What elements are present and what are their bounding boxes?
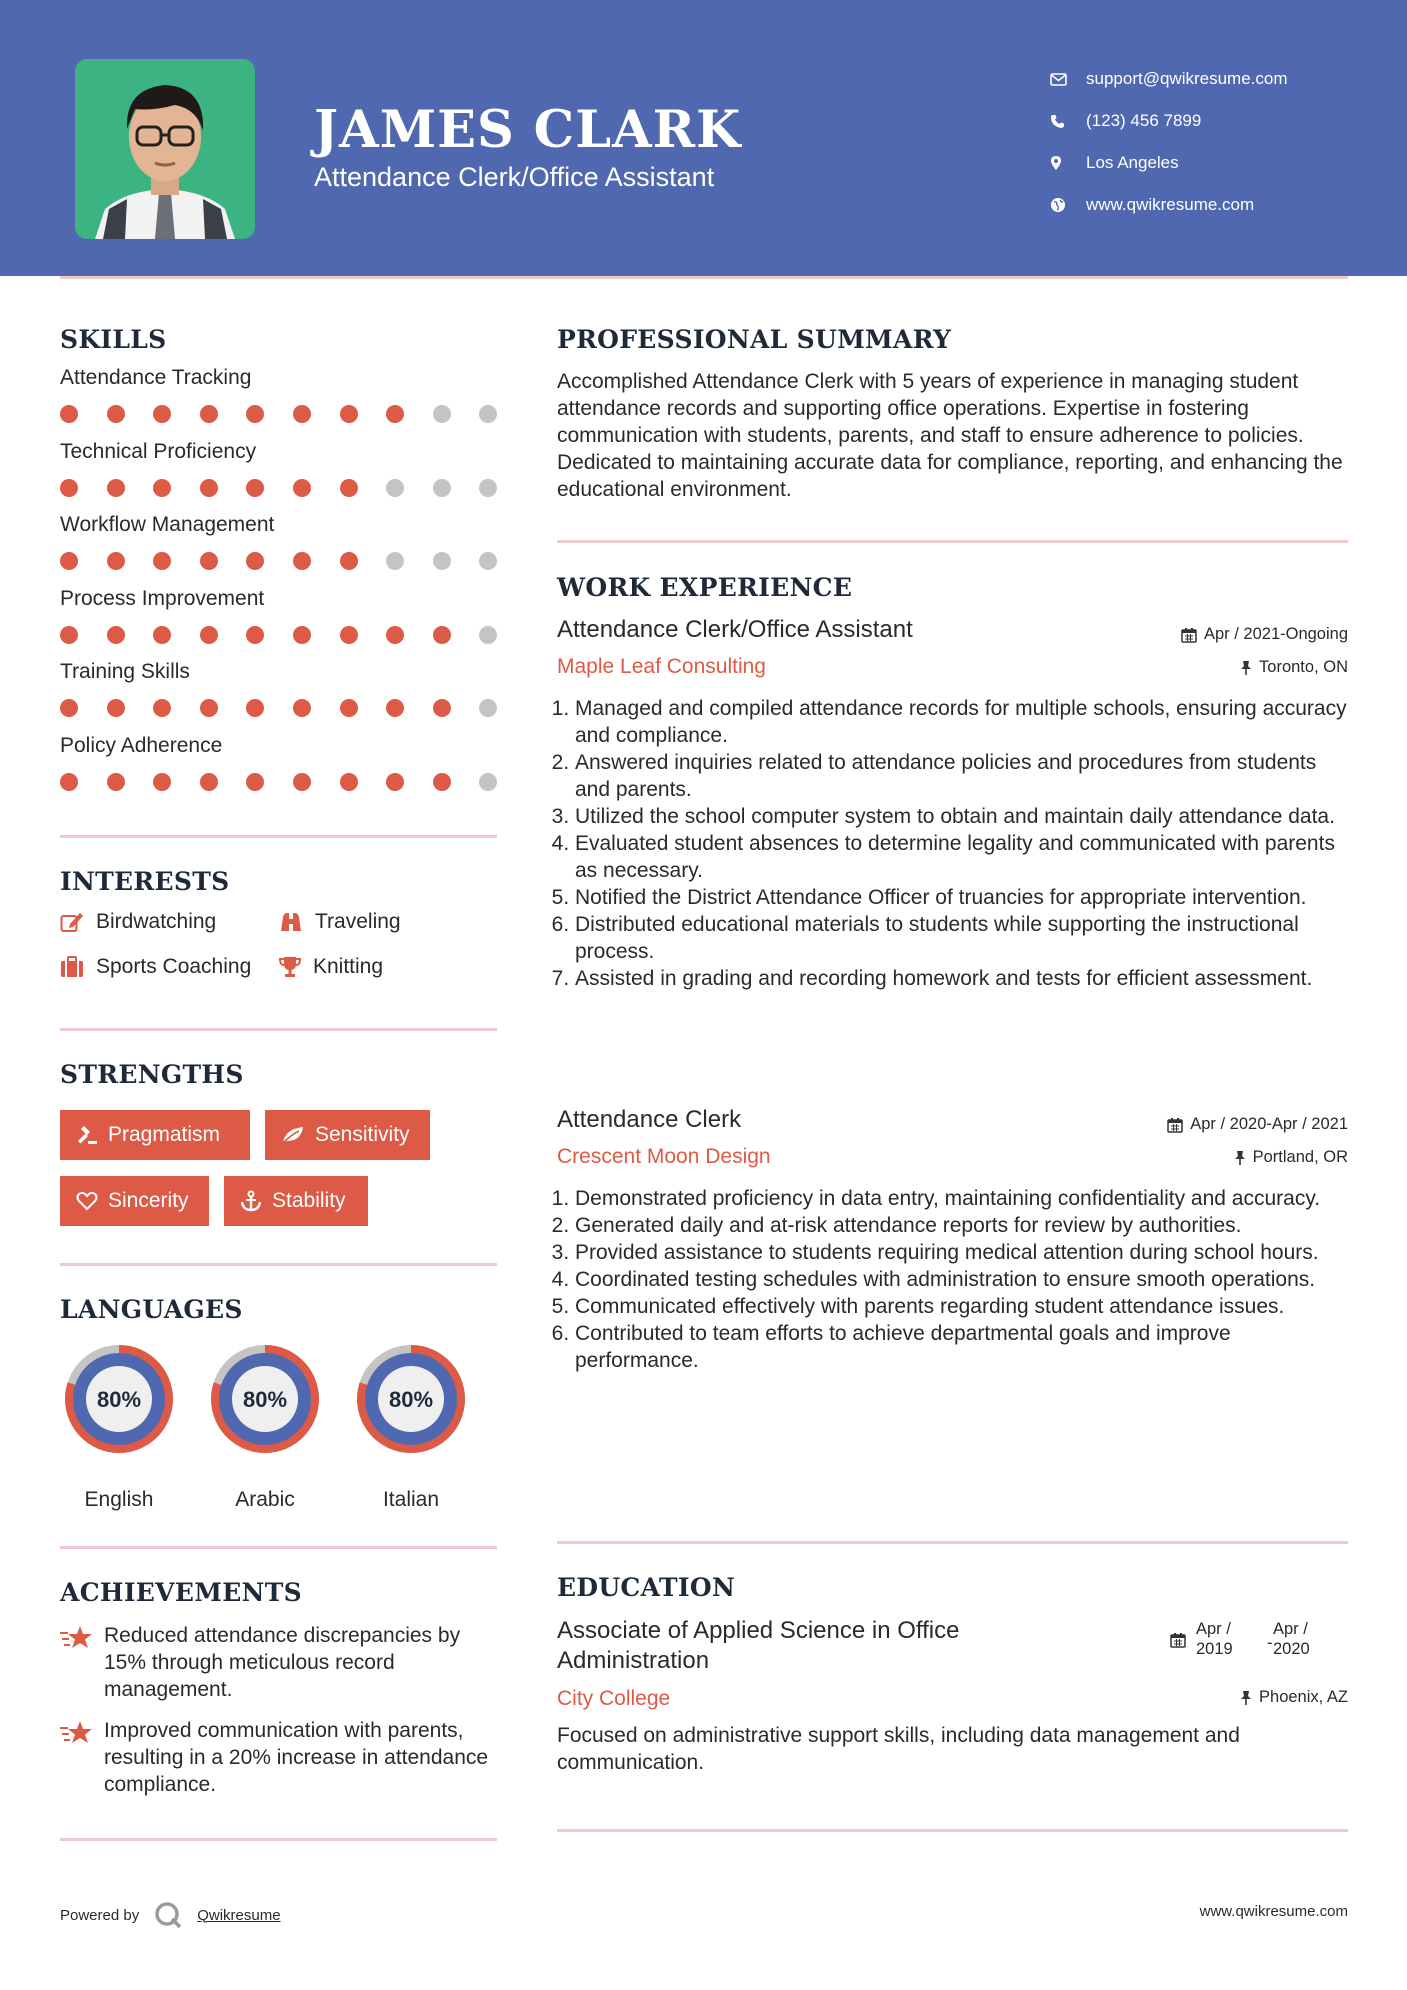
language-label: English xyxy=(84,1488,154,1511)
skill-dot-filled xyxy=(433,773,451,791)
skill-dot-empty xyxy=(479,773,497,791)
skill-dot-filled xyxy=(386,626,404,644)
language-percent: 80% xyxy=(96,1387,142,1412)
job-duties-list xyxy=(557,695,1347,992)
edu-start-month: Apr / xyxy=(1196,1620,1231,1638)
education-divider xyxy=(557,1829,1348,1832)
skill-dot-filled xyxy=(293,552,311,570)
skill-rating xyxy=(60,772,500,792)
strength-badge-sensitivity xyxy=(265,1110,430,1160)
skill-dot-filled xyxy=(107,699,125,717)
skill-dot-empty xyxy=(479,699,497,717)
skill-label: Policy Adherence xyxy=(60,733,223,757)
job-location-text: Toronto, ON xyxy=(1259,658,1348,676)
job-location-text: Portland, OR xyxy=(1252,1148,1348,1166)
pushpin-icon xyxy=(1240,1690,1252,1706)
skill-dot-filled xyxy=(60,552,78,570)
header-divider xyxy=(60,276,1348,279)
language-item xyxy=(58,1338,180,1511)
duty-item: 3. Provided assistance to students requiring medical attention during school hours. xyxy=(575,1239,1347,1266)
skill-dot-filled xyxy=(293,773,311,791)
degree-title-line1: Associate of Applied Science in Office xyxy=(557,1617,960,1644)
language-label: Italian xyxy=(382,1488,440,1511)
skill-dot-filled xyxy=(107,626,125,644)
skill-rating xyxy=(60,625,500,645)
summary-title: PROFESSIONAL SUMMARY xyxy=(557,325,952,354)
powered-by-text: Powered by xyxy=(60,1906,140,1924)
skill-dot-filled xyxy=(200,626,218,644)
contact-info xyxy=(1050,58,1288,226)
footer-powered-by xyxy=(60,1900,281,1930)
resume-header xyxy=(0,0,1407,276)
candidate-name: JAMES CLARK xyxy=(314,100,742,160)
job-location xyxy=(1240,658,1348,677)
briefcase-icon xyxy=(60,956,84,978)
brand-link[interactable]: Qwikresume xyxy=(197,1906,281,1924)
location-text: Los Angeles xyxy=(1086,153,1179,172)
skill-dot-filled xyxy=(293,699,311,717)
skill-label: Process Improvement xyxy=(60,586,265,610)
contact-location xyxy=(1050,142,1288,184)
interest-sports-coaching xyxy=(60,955,251,979)
skill-dot-filled xyxy=(386,773,404,791)
map-pin-icon xyxy=(1050,155,1086,171)
company-name: Crescent Moon Design xyxy=(557,1145,771,1168)
language-percent: 80% xyxy=(388,1387,434,1412)
skill-dot-filled xyxy=(433,699,451,717)
pencil-square-icon xyxy=(60,911,84,933)
skill-dot-filled xyxy=(246,773,264,791)
skill-dot-empty xyxy=(386,552,404,570)
skill-dot-filled xyxy=(107,552,125,570)
interests-divider xyxy=(60,1028,497,1031)
skill-dot-filled xyxy=(60,773,78,791)
experience-title: WORK EXPERIENCE xyxy=(557,573,853,602)
duty-item: 2. Answered inquiries related to attendance policies and procedures from students and parents. xyxy=(575,749,1347,803)
profile-photo xyxy=(75,59,255,239)
edu-end-year: 2020 xyxy=(1273,1640,1310,1658)
strength-label: Sincerity xyxy=(108,1189,189,1212)
skill-dot-filled xyxy=(386,699,404,717)
summary-divider xyxy=(557,540,1348,543)
edu-start-year: 2019 xyxy=(1196,1640,1233,1658)
skill-dot-filled xyxy=(200,699,218,717)
duty-item: 1. Managed and compiled attendance records for multiple schools, ensuring accuracy and compliance. xyxy=(575,695,1347,749)
skill-dot-filled xyxy=(200,405,218,423)
school-name: City College xyxy=(557,1687,671,1710)
calendar-icon xyxy=(1181,627,1197,643)
heart-icon xyxy=(76,1191,98,1211)
skill-dot-filled xyxy=(200,479,218,497)
skill-dot-filled xyxy=(153,479,171,497)
degree-title-line2: Administration xyxy=(557,1647,710,1674)
phone-text[interactable]: (123) 456 7899 xyxy=(1086,111,1202,130)
contact-email[interactable] xyxy=(1050,58,1288,100)
pushpin-icon xyxy=(1240,660,1252,676)
duty-item: 6. Contributed to team efforts to achieve departmental goals and improve performance. xyxy=(575,1320,1347,1374)
education-dates xyxy=(1170,1620,1330,1660)
job-dates xyxy=(1167,1115,1348,1134)
skill-dot-filled xyxy=(340,773,358,791)
job-title: Attendance Clerk/Office Assistant xyxy=(557,616,913,643)
skill-dot-empty xyxy=(479,552,497,570)
calendar-icon xyxy=(1167,1117,1183,1133)
skill-rating xyxy=(60,551,500,571)
skill-dot-filled xyxy=(200,552,218,570)
skill-dot-filled xyxy=(340,552,358,570)
skill-dot-empty xyxy=(479,405,497,423)
footer-website[interactable]: www.qwikresume.com xyxy=(1199,1903,1348,1920)
strength-badge-sincerity xyxy=(60,1176,209,1226)
language-percent: 80% xyxy=(242,1387,288,1412)
skill-label: Attendance Tracking xyxy=(60,366,252,389)
duty-item: 5. Notified the District Attendance Officer of truancies for appropriate intervention. xyxy=(575,884,1347,911)
achievement-item xyxy=(60,1622,500,1703)
achievements-title: ACHIEVEMENTS xyxy=(60,1578,302,1607)
edu-end-month: Apr / xyxy=(1273,1620,1308,1638)
job-dates xyxy=(1181,625,1348,644)
gavel-icon xyxy=(76,1124,98,1146)
job-dates-text: Apr / 2021-Ongoing xyxy=(1203,625,1348,643)
skill-dot-empty xyxy=(433,552,451,570)
skills-title: SKILLS xyxy=(60,325,167,354)
edu-date-separator: - xyxy=(1267,1634,1273,1652)
skill-dot-filled xyxy=(107,405,125,423)
skill-dot-filled xyxy=(246,626,264,644)
leaf-icon xyxy=(281,1125,305,1145)
skill-dot-filled xyxy=(200,773,218,791)
skill-dot-filled xyxy=(153,699,171,717)
skill-rating xyxy=(60,478,500,498)
skill-dot-filled xyxy=(293,405,311,423)
interest-label: Knitting xyxy=(313,955,384,978)
strength-badge-pragmatism xyxy=(60,1110,250,1160)
job-location xyxy=(1234,1148,1348,1167)
skill-dot-filled xyxy=(107,479,125,497)
skill-dot-filled xyxy=(153,626,171,644)
envelope-icon xyxy=(1050,73,1086,86)
skill-dot-filled xyxy=(60,405,78,423)
duty-item: 2. Generated daily and at-risk attendance reports for review by authorities. xyxy=(575,1212,1347,1239)
languages-title: LANGUAGES xyxy=(60,1295,243,1324)
skill-dot-empty xyxy=(479,626,497,644)
interest-label: Birdwatching xyxy=(96,910,217,933)
website-text[interactable]: www.qwikresume.com xyxy=(1086,195,1255,214)
education-description: Focused on administrative support skills, including data management and communication. xyxy=(557,1724,1240,1774)
avatar-illustration xyxy=(75,59,255,239)
skill-dot-filled xyxy=(153,773,171,791)
strength-label: Sensitivity xyxy=(315,1123,410,1146)
calendar-icon xyxy=(1170,1632,1186,1648)
skill-dot-filled xyxy=(246,405,264,423)
achievement-item xyxy=(60,1717,500,1798)
duty-item: 4. Coordinated testing schedules with administration to ensure smooth operations. xyxy=(575,1266,1347,1293)
language-progress-ring xyxy=(350,1338,472,1460)
experience-divider xyxy=(557,1541,1348,1544)
interests-title: INTERESTS xyxy=(60,867,230,896)
qwikresume-logo-icon xyxy=(153,1900,183,1930)
email-text[interactable]: support@qwikresume.com xyxy=(1086,69,1288,88)
contact-website[interactable] xyxy=(1050,184,1288,226)
skill-label: Technical Proficiency xyxy=(60,439,257,463)
phone-icon xyxy=(1050,114,1086,129)
skill-dot-filled xyxy=(386,405,404,423)
language-label: Arabic xyxy=(235,1488,295,1511)
strength-badge-stability xyxy=(224,1176,368,1226)
skill-dot-filled xyxy=(153,552,171,570)
duty-item: 1. Demonstrated proficiency in data entry, maintaining confidentiality and accuracy. xyxy=(575,1185,1347,1212)
interest-label: Sports Coaching xyxy=(96,955,252,978)
duty-item: 4. Evaluated student absences to determine legality and communicated with parents as necessary. xyxy=(575,830,1347,884)
skill-dot-empty xyxy=(433,405,451,423)
interest-knitting xyxy=(279,955,383,979)
skill-dot-filled xyxy=(293,479,311,497)
duty-item: 3. Utilized the school computer system to obtain and maintain daily attendance data. xyxy=(575,803,1347,830)
candidate-role: Attendance Clerk/Office Assistant xyxy=(314,162,715,192)
languages-divider xyxy=(60,1546,497,1549)
skill-dot-filled xyxy=(340,626,358,644)
skill-dot-empty xyxy=(386,479,404,497)
language-item xyxy=(204,1338,326,1511)
trophy-icon xyxy=(279,956,301,978)
strengths-divider xyxy=(60,1263,497,1266)
education-title: EDUCATION xyxy=(557,1573,736,1602)
summary-text: Accomplished Attendance Clerk with 5 years of experience in managing student attendance records and supporting office operations. Expertise in fostering communication with students, parents, and staff to ensure adherence to policies. Dedicated to maintaining accurate data for compliance, reporting, and enhancing the educational environment. xyxy=(557,370,1343,501)
skill-dot-empty xyxy=(433,479,451,497)
achievements-divider xyxy=(60,1838,497,1841)
skill-dot-filled xyxy=(153,405,171,423)
language-progress-ring xyxy=(204,1338,326,1460)
duty-item: 5. Communicated effectively with parents regarding student attendance issues. xyxy=(575,1293,1347,1320)
skill-dot-filled xyxy=(340,699,358,717)
interest-label: Traveling xyxy=(315,910,401,933)
interest-birdwatching xyxy=(60,910,216,934)
skill-label: Training Skills xyxy=(60,660,190,683)
skill-dot-filled xyxy=(60,479,78,497)
strength-label: Stability xyxy=(272,1189,346,1212)
star-badge-icon xyxy=(60,1719,94,1747)
skill-dot-filled xyxy=(60,699,78,717)
language-progress-ring xyxy=(58,1338,180,1460)
job-duties-list xyxy=(557,1185,1347,1374)
education-location xyxy=(1240,1688,1348,1707)
skill-dot-filled xyxy=(246,479,264,497)
star-badge-icon xyxy=(60,1624,94,1652)
strengths-title: STRENGTHS xyxy=(60,1060,244,1089)
skills-divider xyxy=(60,835,497,838)
pushpin-icon xyxy=(1234,1150,1246,1166)
skill-rating xyxy=(60,404,500,424)
education-location-text: Phoenix, AZ xyxy=(1259,1688,1348,1706)
company-name: Maple Leaf Consulting xyxy=(557,655,766,678)
skill-dot-filled xyxy=(246,699,264,717)
strength-label: Pragmatism xyxy=(108,1123,221,1146)
duty-item: 6. Distributed educational materials to students while supporting the instructional process. xyxy=(575,911,1347,965)
skill-dot-filled xyxy=(107,773,125,791)
duty-item: 7. Assisted in grading and recording homework and tests for efficient assessment. xyxy=(575,965,1347,992)
achievement-text: Reduced attendance discrepancies by 15% through meticulous record management. xyxy=(104,1624,461,1701)
binoculars-icon xyxy=(279,911,303,933)
skill-dot-empty xyxy=(479,479,497,497)
skill-rating xyxy=(60,698,500,718)
skill-dot-filled xyxy=(246,552,264,570)
skill-dot-filled xyxy=(293,626,311,644)
job-title: Attendance Clerk xyxy=(557,1106,742,1133)
skill-label: Workflow Management xyxy=(60,513,275,536)
anchor-icon xyxy=(240,1190,262,1212)
skill-dot-filled xyxy=(340,405,358,423)
achievement-text: Improved communication with parents, resulting in a 20% increase in attendance compliance. xyxy=(104,1719,489,1796)
skill-dot-filled xyxy=(60,626,78,644)
interest-traveling xyxy=(279,910,401,934)
globe-icon xyxy=(1050,197,1086,213)
job-dates-text: Apr / 2020-Apr / 2021 xyxy=(1190,1115,1348,1133)
skill-dot-filled xyxy=(433,626,451,644)
skill-dot-filled xyxy=(340,479,358,497)
language-item xyxy=(350,1338,472,1511)
contact-phone[interactable] xyxy=(1050,100,1288,142)
